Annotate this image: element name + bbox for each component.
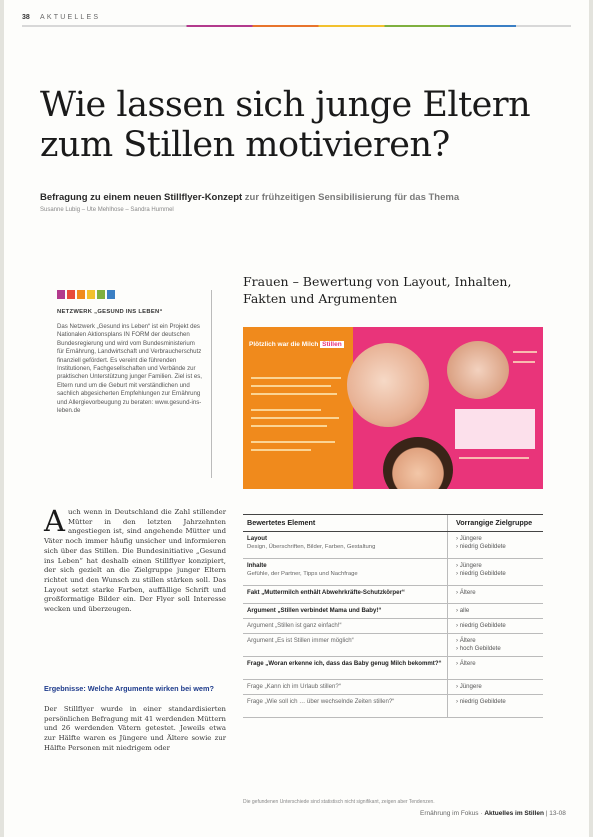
target-group: › Ältere › hoch Gebildete	[456, 637, 501, 652]
table-cell-target	[448, 532, 543, 558]
color-bar	[87, 290, 95, 299]
table-row	[243, 604, 543, 619]
color-stripe	[22, 25, 571, 27]
page-number: 38	[22, 14, 30, 21]
table-row	[243, 634, 543, 657]
figure-title: Frauen – Bewertung von Layout, Inhalten, Fakten und Argumenten	[243, 274, 512, 306]
table-cell-target	[448, 680, 543, 694]
target-group: › Jüngere › niedrig Gebildete	[456, 562, 506, 577]
flyer-image	[243, 327, 543, 489]
target-group: › Ältere	[456, 589, 476, 596]
table-cell-element	[243, 559, 448, 585]
element-name: Argument „Stillen verbindet Mama und Baby!“	[247, 607, 382, 614]
table-cell-element	[243, 619, 448, 633]
color-bar	[67, 290, 75, 299]
flyer-text-line	[251, 425, 327, 427]
table-cell-target	[448, 559, 543, 585]
target-group: › Ältere	[456, 660, 476, 667]
color-bars	[57, 290, 203, 299]
element-name: Inhalte	[247, 562, 267, 569]
target-group: › Jüngere	[456, 683, 482, 690]
color-bar	[57, 290, 65, 299]
flyer-text-line	[459, 457, 529, 459]
table-row	[243, 680, 543, 695]
table-cell-target	[448, 695, 543, 717]
target-group: › alle	[456, 607, 470, 614]
body-paragraph-2: Der Stillflyer wurde in einer standardisierten persönlichen Befragung mit 41 werdenden Müttern und 26 werdenden Vätern getestet. Jeweils etwa zur Hälfte waren es Jüngere und Ältere sowie zur Hälfte Personen mit niedrigem oder	[44, 705, 226, 752]
flyer-header	[249, 341, 344, 348]
table-row	[243, 586, 543, 604]
article-subtitle	[40, 192, 560, 203]
flyer-header-word: Stillen	[322, 341, 342, 348]
table-row	[243, 657, 543, 680]
page-footer	[420, 810, 566, 817]
target-group: › Jüngere › niedrig Gebildete	[456, 535, 506, 550]
drop-cap: A	[44, 504, 65, 538]
element-name: Fakt „Muttermilch enthält Abwehrkräfte-Schutzkörper“	[247, 589, 405, 596]
footer-page: | 13-08	[543, 810, 566, 817]
table-cell-target	[448, 657, 543, 679]
table-cell-element	[243, 532, 448, 558]
section-label: AKTUELLES	[40, 14, 101, 21]
flyer-header-prefix: Plötzlich war die Milch	[249, 341, 319, 348]
color-bar	[107, 290, 115, 299]
flyer-photo-baby	[347, 343, 429, 427]
flyer-text-line	[251, 377, 341, 379]
target-group: › niedrig Gebildete	[456, 622, 506, 629]
table-cell-element	[243, 680, 448, 694]
flyer-text-line	[251, 385, 331, 387]
rating-table	[243, 514, 543, 718]
section-heading: Ergebnisse: Welche Argumente wirken bei wem?	[44, 684, 214, 693]
table-cell-element	[243, 695, 448, 717]
element-detail: Argument „Es ist Stillen immer möglich“	[247, 637, 354, 644]
page-header	[22, 14, 571, 28]
element-name: Frage „Woran erkenne ich, dass das Baby genug Milch bekommt?“	[247, 660, 442, 667]
flyer-text-box	[455, 409, 535, 449]
sidebar-heading: NETZWERK „GESUND INS LEBEN“	[57, 309, 163, 315]
table-row	[243, 559, 543, 586]
table-row	[243, 532, 543, 559]
element-name: Layout	[247, 535, 267, 542]
body-column-1	[44, 504, 226, 615]
flyer-text-line	[513, 361, 535, 363]
table-cell-target	[448, 604, 543, 618]
table-cell-element	[243, 634, 448, 656]
color-bar	[97, 290, 105, 299]
element-detail: Gefühle, der Partner, Tipps und Nachfrage	[247, 571, 358, 577]
table-cell-target	[448, 619, 543, 633]
title-line-2: zum Stillen motivieren?	[40, 125, 450, 165]
sidebar-box	[57, 290, 212, 478]
flyer-text-line	[251, 393, 337, 395]
element-detail: Design, Überschriften, Bilder, Farben, Gestaltung	[247, 544, 376, 550]
flyer-text-line	[251, 417, 339, 419]
table-row	[243, 619, 543, 634]
table-cell-target	[448, 586, 543, 603]
flyer-text-line	[251, 449, 311, 451]
flyer-orange-panel	[243, 327, 353, 489]
table-cell-target	[448, 634, 543, 656]
element-detail: Frage „Kann ich im Urlaub stillen?“	[247, 683, 341, 690]
table-header-target: Vorrangige Zielgruppe	[456, 518, 533, 527]
table-header-row	[243, 515, 543, 532]
table-cell-element	[243, 586, 448, 603]
article-title	[40, 85, 540, 165]
table-body	[243, 532, 543, 718]
color-bar	[77, 290, 85, 299]
table-cell-element	[243, 604, 448, 618]
table-cell-element	[243, 657, 448, 679]
flyer-photo-woman	[383, 437, 453, 489]
element-detail: Frage „Wie soll ich … über wechselnde Zeiten stillen?“	[247, 698, 395, 705]
target-group: › niedrig Gebildete	[456, 698, 506, 705]
page-edge-left	[0, 0, 4, 837]
table-header-element: Bewertetes Element	[243, 515, 448, 531]
footer-prefix: Ernährung im Fokus ·	[420, 810, 485, 817]
flyer-text-line	[251, 409, 321, 411]
sidebar-body: Das Netzwerk „Gesund ins Leben“ ist ein Projekt des Nationalen Aktionsplans IN FORM der deutschen Bundesregierung und wird vom Bundesministerium für Ernährung, Landwirtschaft und Verbraucherschutz finanziell gefördert. Es vereint die führenden Institutionen, Fachgesellschaften und Verbände zur praktischen Unterstützung junger Familien. Ziel ist es, Eltern rund um die Geburt mit verständlichen und sachlich abgesicherten Empfehlungen zur Ernährung und Allergievorbeugung zu beraten: www.gesund-ins-leben.de	[57, 323, 202, 415]
body-paragraph-1: uch wenn in Deutschland die Zahl stillender Mütter in den letzten Jahrzehnten angestiegen ist, sind angehende Mütter und Väter noch immer häufig unsicher und informieren sich über das Stillen. Die Bundesinitiative „Gesund ins Leben“ hat deshalb einen Stillflyer konzipiert, der sich gezielt an die Zielgruppe junger Eltern richtet und den Wunsch zu stillen stärken soll. Das Layout setzt starke Farben, auffällige Schrift und großformatige Bilder ein. Der Flyer soll Interesse wecken und überzeugen.	[44, 508, 226, 614]
subtitle-light: zur frühzeitigen Sensibilisierung für das Thema	[242, 192, 460, 203]
flyer-text-line	[513, 351, 537, 353]
flyer-photo-nursing	[447, 341, 509, 399]
title-line-1: Wie lassen sich junge Eltern	[40, 85, 531, 125]
authors: Susanne Lubig – Ute Mehlhose – Sandra Hummel	[40, 207, 174, 213]
footer-section: Aktuelles im Stillen	[484, 810, 544, 817]
table-row	[243, 695, 543, 718]
page-edge-right	[589, 0, 593, 837]
table-footnote: Die gefundenen Unterschiede sind statistisch nicht signifikant, zeigen aber Tendenzen.	[243, 799, 435, 805]
element-detail: Argument „Stillen ist ganz einfach!“	[247, 622, 342, 629]
subtitle-bold: Befragung zu einem neuen Stillflyer-Konzept	[40, 192, 243, 203]
flyer-text-line	[251, 441, 335, 443]
